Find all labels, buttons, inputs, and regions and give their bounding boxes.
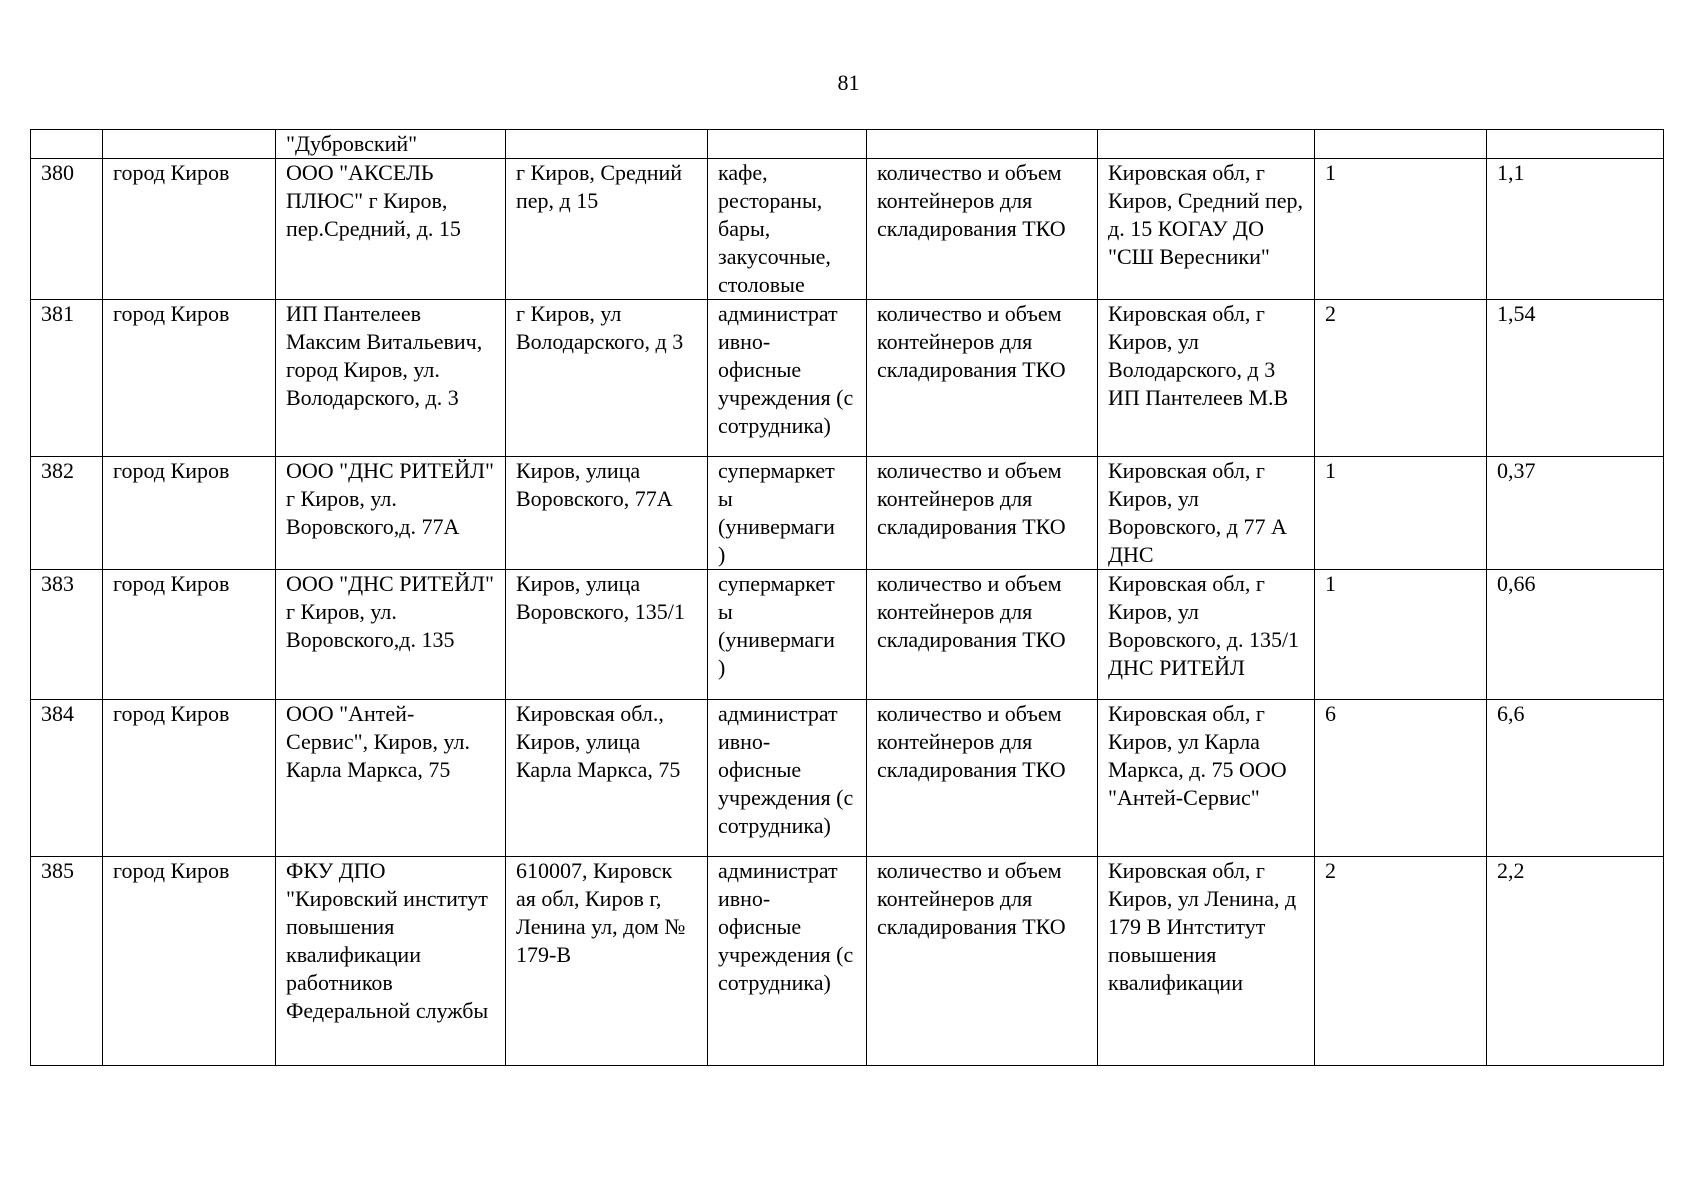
cell-municipality: город Киров: [103, 570, 276, 700]
cell-address: [506, 130, 708, 159]
cell-address: Киров, улица Воровского, 77А: [506, 457, 708, 570]
cell-address: г Киров, Средний пер, д 15: [506, 159, 708, 300]
cell-municipality: город Киров: [103, 300, 276, 457]
cell-indicator: количество и объем контейнеров для складирования ТКО: [867, 457, 1098, 570]
table-row: [31, 159, 1664, 300]
table-row: [31, 300, 1664, 457]
cell-volume: 0,66: [1487, 570, 1664, 700]
cell-num: 384: [31, 700, 103, 857]
cell-municipality: город Киров: [103, 159, 276, 300]
table-row: [31, 857, 1664, 1066]
cell-count: 1: [1315, 570, 1487, 700]
table-row-continuation: [31, 130, 1664, 159]
cell-address: Кировская обл., Киров, улица Карла Маркса, 75: [506, 700, 708, 857]
cell-volume: 1,54: [1487, 300, 1664, 457]
cell-num: 385: [31, 857, 103, 1066]
cell-org: "Дубровский": [276, 130, 506, 159]
cell-municipality: город Киров: [103, 857, 276, 1066]
table-row: [31, 457, 1664, 570]
cell-location: Кировская обл, г Киров, ул Ленина, д 179 В Интститут повышения квалификации: [1098, 857, 1315, 1066]
cell-indicator: [867, 130, 1098, 159]
cell-location: Кировская обл, г Киров, ул Воровского, д. 135/1 ДНС РИТЕЙЛ: [1098, 570, 1315, 700]
cell-org: ООО "Антей-Сервис", Киров, ул. Карла Маркса, 75: [276, 700, 506, 857]
cell-indicator: количество и объем контейнеров для складирования ТКО: [867, 300, 1098, 457]
cell-indicator: количество и объем контейнеров для складирования ТКО: [867, 700, 1098, 857]
cell-num: [31, 130, 103, 159]
cell-indicator: количество и объем контейнеров для складирования ТКО: [867, 857, 1098, 1066]
cell-count: 6: [1315, 700, 1487, 857]
page-number: 81: [837, 70, 860, 95]
cell-org: ИП Пантелеев Максим Витальевич, город Киров, ул. Володарского, д. 3: [276, 300, 506, 457]
cell-indicator: количество и объем контейнеров для складирования ТКО: [867, 159, 1098, 300]
cell-org: ФКУ ДПО "Кировский институт повышения квалификации работников Федеральной службы: [276, 857, 506, 1066]
cell-location: [1098, 130, 1315, 159]
cell-address: Киров, улица Воровского, 135/1: [506, 570, 708, 700]
cell-location: Кировская обл, г Киров, ул Карла Маркса, д. 75 ООО "Антей-Сервис": [1098, 700, 1315, 857]
cell-category: администрат ивно- офисные учреждения (с сотрудника): [708, 857, 867, 1066]
cell-category: супермаркет ы (универмаги ): [708, 457, 867, 570]
cell-volume: [1487, 130, 1664, 159]
cell-municipality: [103, 130, 276, 159]
cell-volume: 2,2: [1487, 857, 1664, 1066]
cell-count: 1: [1315, 457, 1487, 570]
cell-count: [1315, 130, 1487, 159]
table-body: [31, 130, 1664, 1066]
cell-category: кафе, рестораны, бары, закусочные, столовые: [708, 159, 867, 300]
table-row: [31, 570, 1664, 700]
cell-org: ООО "АКСЕЛЬ ПЛЮС" г Киров, пер.Средний, д. 15: [276, 159, 506, 300]
cell-location: Кировская обл, г Киров, Средний пер, д. 15 КОГАУ ДО "СШ Вересники": [1098, 159, 1315, 300]
cell-municipality: город Киров: [103, 700, 276, 857]
cell-indicator: количество и объем контейнеров для складирования ТКО: [867, 570, 1098, 700]
cell-volume: 6,6: [1487, 700, 1664, 857]
cell-org: ООО "ДНС РИТЕЙЛ" г Киров, ул. Воровского,д. 77А: [276, 457, 506, 570]
cell-category: администрат ивно- офисные учреждения (с сотрудника): [708, 700, 867, 857]
cell-count: 1: [1315, 159, 1487, 300]
cell-num: 380: [31, 159, 103, 300]
cell-num: 383: [31, 570, 103, 700]
cell-count: 2: [1315, 300, 1487, 457]
cell-category: [708, 130, 867, 159]
cell-count: 2: [1315, 857, 1487, 1066]
cell-num: 382: [31, 457, 103, 570]
table-row: [31, 700, 1664, 857]
cell-volume: 0,37: [1487, 457, 1664, 570]
cell-num: 381: [31, 300, 103, 457]
cell-category: администрат ивно- офисные учреждения (с сотрудника): [708, 300, 867, 457]
cell-location: Кировская обл, г Киров, ул Володарского, д 3 ИП Пантелеев М.В: [1098, 300, 1315, 457]
cell-org: ООО "ДНС РИТЕЙЛ" г Киров, ул. Воровского,д. 135: [276, 570, 506, 700]
cell-volume: 1,1: [1487, 159, 1664, 300]
cell-municipality: город Киров: [103, 457, 276, 570]
cell-address: 610007, Кировск ая обл, Киров г, Ленина ул, дом № 179-В: [506, 857, 708, 1066]
registry-table: [30, 129, 1664, 1066]
cell-address: г Киров, ул Володарского, д 3: [506, 300, 708, 457]
cell-category: супермаркет ы (универмаги ): [708, 570, 867, 700]
cell-location: Кировская обл, г Киров, ул Воровского, д 77 А ДНС: [1098, 457, 1315, 570]
